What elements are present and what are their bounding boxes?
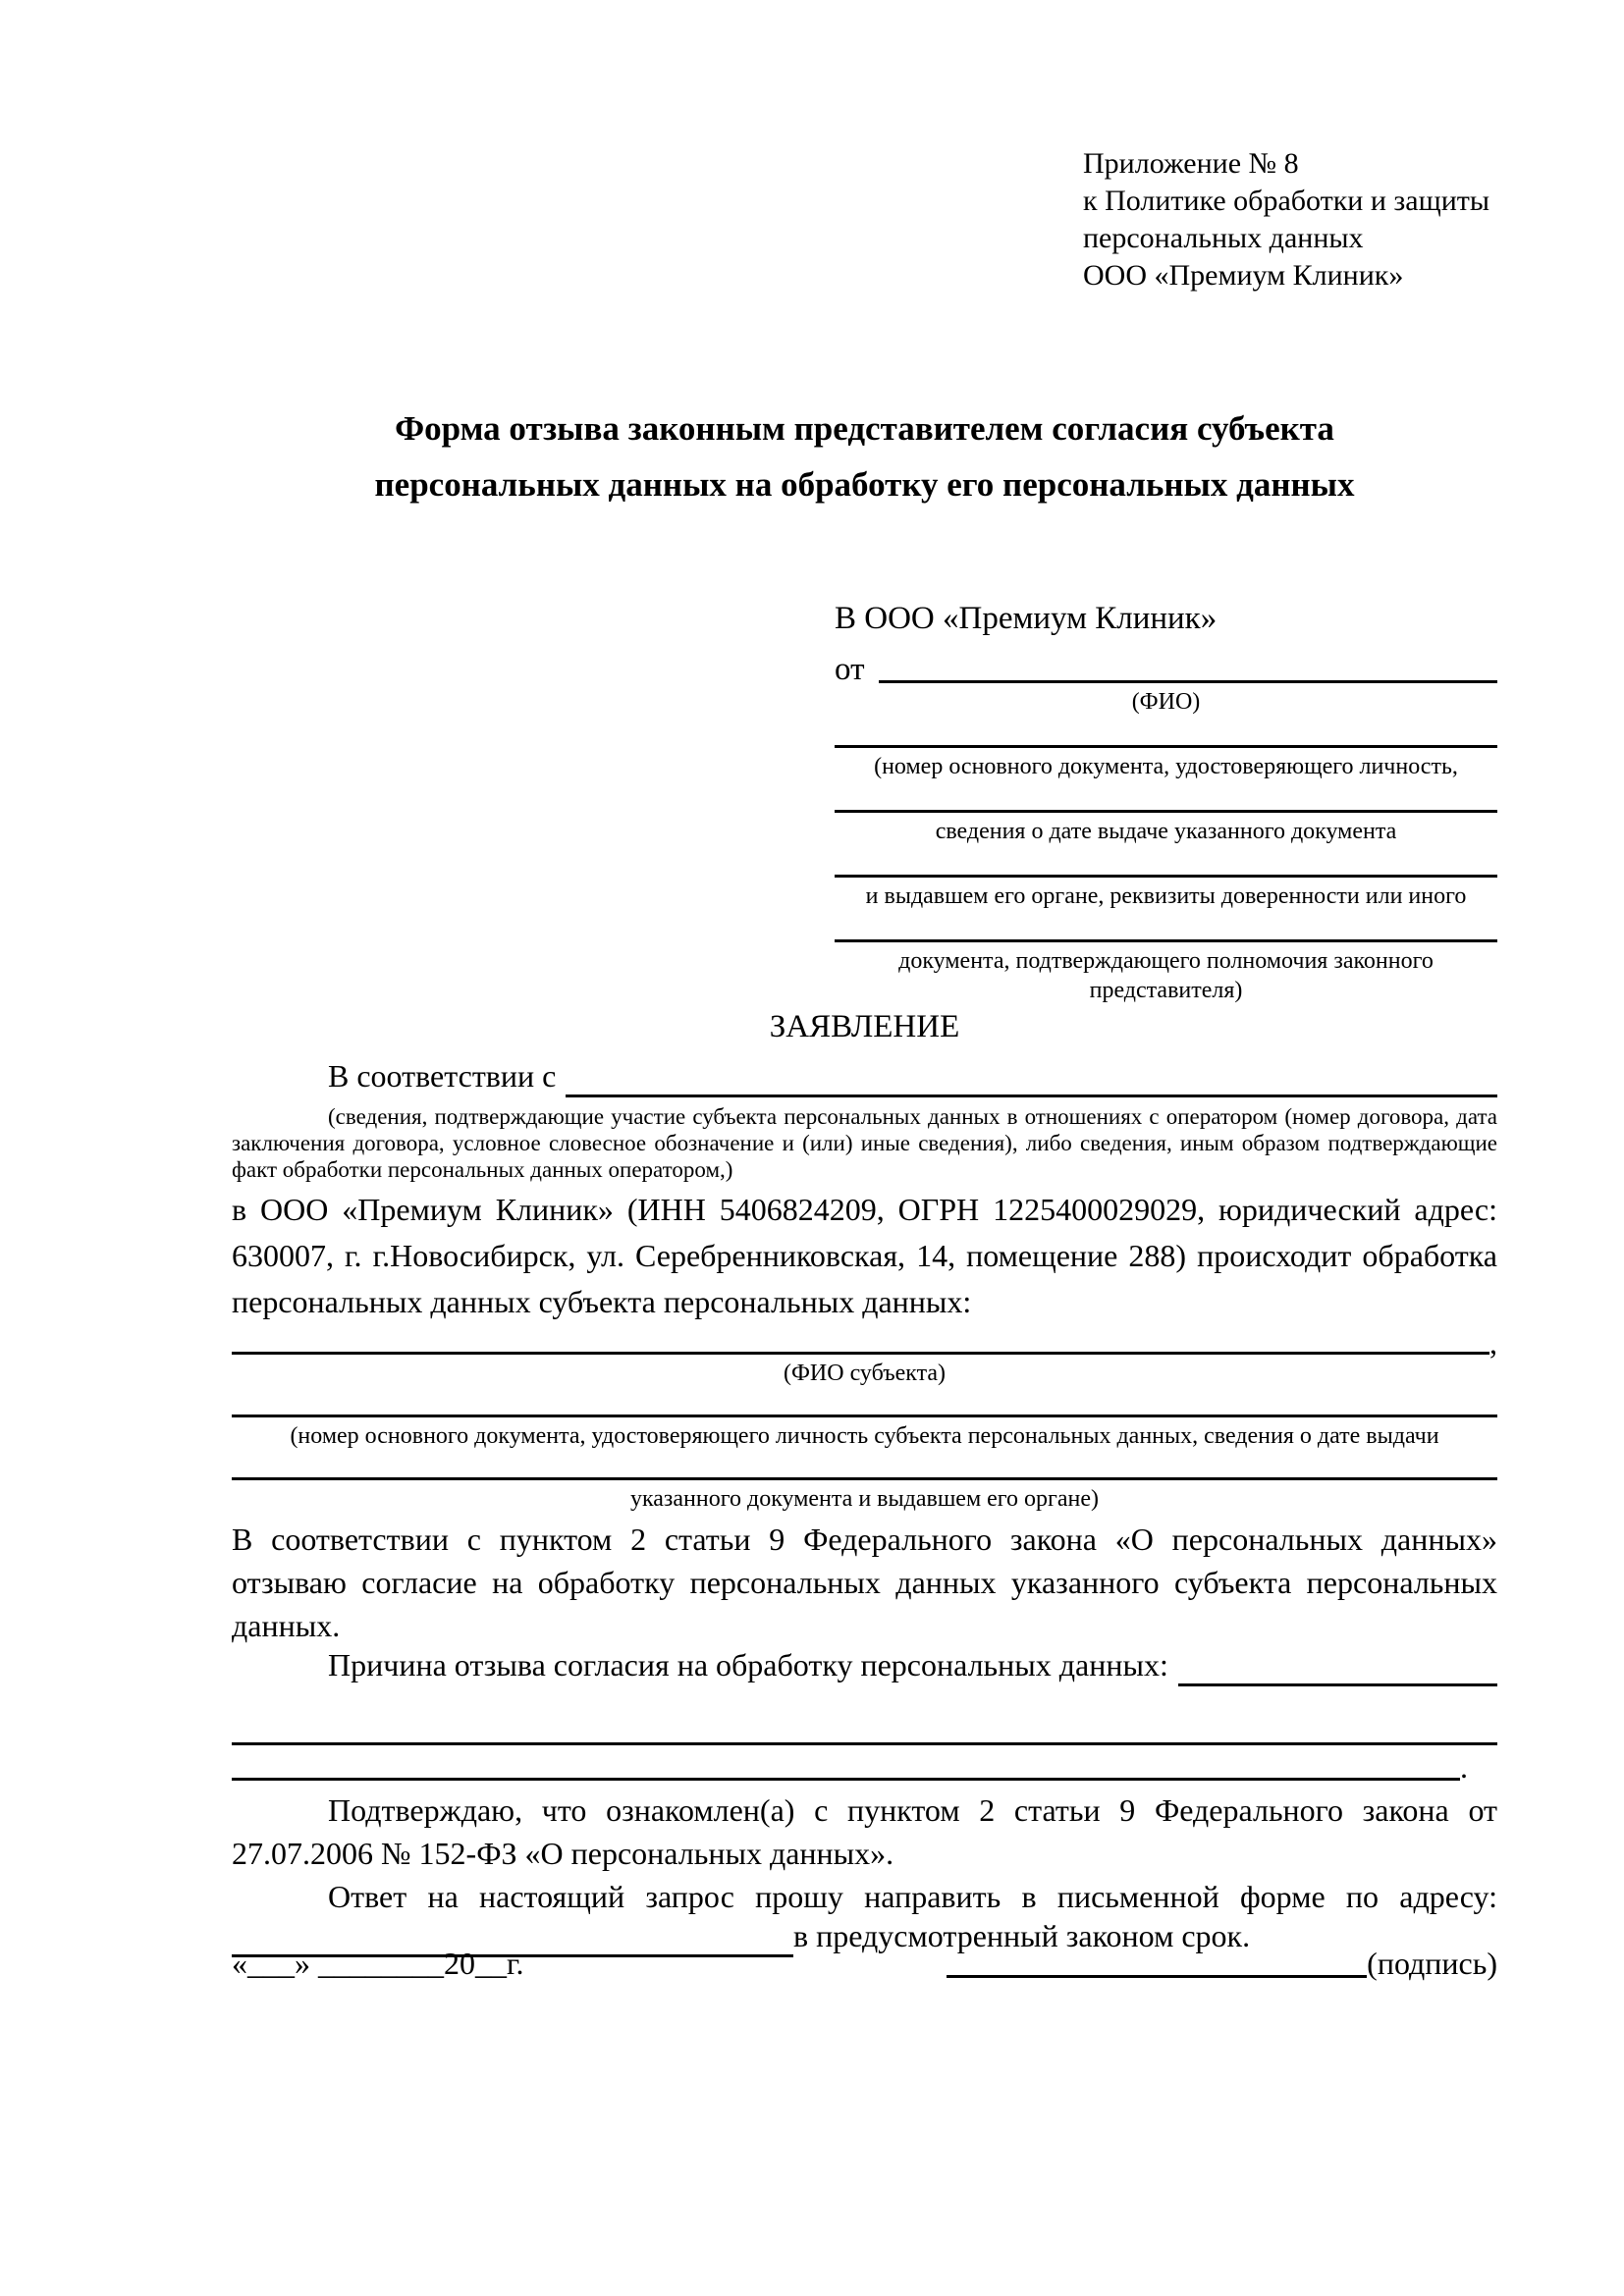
addressee-block (835, 601, 1497, 1003)
document-title (232, 400, 1497, 512)
appendix-note-line: персональных данных (1083, 222, 1364, 254)
blank-line (232, 1388, 1497, 1417)
reason-blank-line (1178, 1647, 1497, 1686)
appendix-note-line: ООО «Премиум Клиник» (1083, 259, 1404, 292)
signature-blank-line (947, 1942, 1367, 1978)
representative-doc-caption: сведения о дате выдаче указанного документа (935, 819, 1397, 844)
representative-doc-blank-line (835, 848, 1497, 881)
signature-field (947, 1942, 1497, 1982)
appendix-note-line: Приложение № 8 (1083, 147, 1299, 180)
from-field (835, 652, 1497, 687)
intro-fineprint: (сведения, подтверждающие участие субъекта персональных данных в отношениях с оператором (номер договора, дата заключения договора, условное словесное обозначение и (или) иные сведения), либо сведения, иным образом подтверждающие факт обработки персональных данных оператором,) (232, 1104, 1497, 1182)
subject-doc-blank-line (232, 1388, 1497, 1421)
intro-blank-line (566, 1058, 1497, 1097)
reason-label: Причина отзыва согласия на обработку персональных данных: (328, 1647, 1168, 1682)
operator-paragraph: в ООО «Премиум Клиник» (ИНН 5406824209, ОГРН 1225400029029, юридический адрес: 630007, г. г.Новосибирск, ул. Серебренниковская, 14, помещение 288) происходит обработка персональных данных субъекта персональных данных: (232, 1192, 1497, 1319)
from-label: от (835, 652, 865, 687)
representative-doc-blank-line (835, 719, 1497, 752)
representative-doc-caption: и выдавшем его органе, реквизиты доверенности или иного (865, 883, 1467, 909)
appendix-note (1083, 145, 1489, 294)
blank-line (232, 1451, 1497, 1480)
statement-body (232, 1009, 1497, 1961)
reply-paragraph: Ответ на настоящий запрос прошу направить в письменной форме по адресу: (328, 1879, 1497, 1914)
representative-doc-blank-line (835, 783, 1497, 817)
blank-line (232, 1325, 1489, 1355)
signature-caption: (подпись) (1367, 1946, 1497, 1981)
representative-doc-blank-line (835, 913, 1497, 946)
document-title-line2: персональных данных на обработку его персональных данных (374, 465, 1355, 504)
reason-field (232, 1647, 1497, 1690)
blank-line (232, 1749, 1460, 1781)
from-blank-line (879, 652, 1498, 683)
representative-doc-caption: документа, подтверждающего полномочия законного представителя) (898, 948, 1434, 1003)
appendix-note-line: к Политике обработки и защиты (1083, 185, 1490, 217)
addressee-to: В ООО «Премиум Клиник» (835, 601, 1218, 636)
blank-line (835, 719, 1497, 748)
period-suffix: . (1460, 1749, 1468, 1785)
representative-doc-caption: (номер основного документа, удостоверяющего личность, (874, 754, 1458, 779)
confirmation-paragraph: Подтверждаю, что ознакомлен(а) с пунктом 2 статьи 9 Федерального закона от 27.07.2006 № 152-ФЗ «О персональных данных». (232, 1792, 1497, 1871)
intro-label: В соответствии с (328, 1058, 557, 1094)
blank-line (835, 913, 1497, 942)
blank-line (835, 783, 1497, 813)
subject-doc-blank-line (232, 1451, 1497, 1484)
subject-fio-blank-line (232, 1325, 1497, 1359)
footer-row (232, 1942, 1497, 1982)
fio-caption: (ФИО) (1131, 689, 1201, 715)
blank-line (835, 848, 1497, 878)
subject-fio-caption: (ФИО субъекта) (783, 1361, 947, 1386)
comma-suffix: , (1489, 1325, 1497, 1361)
subject-doc-caption-2: указанного документа и выдавшем его органе) (629, 1486, 1100, 1512)
blank-line (232, 1714, 1497, 1745)
document-title-line1: Форма отзыва законным представителем согласия субъекта (395, 409, 1334, 448)
statement-heading: ЗАЯВЛЕНИЕ (769, 1009, 960, 1044)
withdrawal-paragraph: В соответствии с пунктом 2 статьи 9 Федерального закона «О персональных данных» отзываю согласие на обработку персональных данных указанного субъекта персональных данных. (232, 1522, 1497, 1643)
reason-blank-line-2 (232, 1714, 1497, 1749)
reply-suffix: в предусмотренный законом срок. (793, 1918, 1251, 1953)
intro-field (232, 1058, 1497, 1101)
reason-blank-line-3 (232, 1749, 1497, 1785)
date-field: «___» ________20__г. (232, 1946, 524, 1981)
subject-doc-caption-1: (номер основного документа, удостоверяющего личность субъекта персональных данных, сведения о дате выдачи (290, 1423, 1439, 1449)
